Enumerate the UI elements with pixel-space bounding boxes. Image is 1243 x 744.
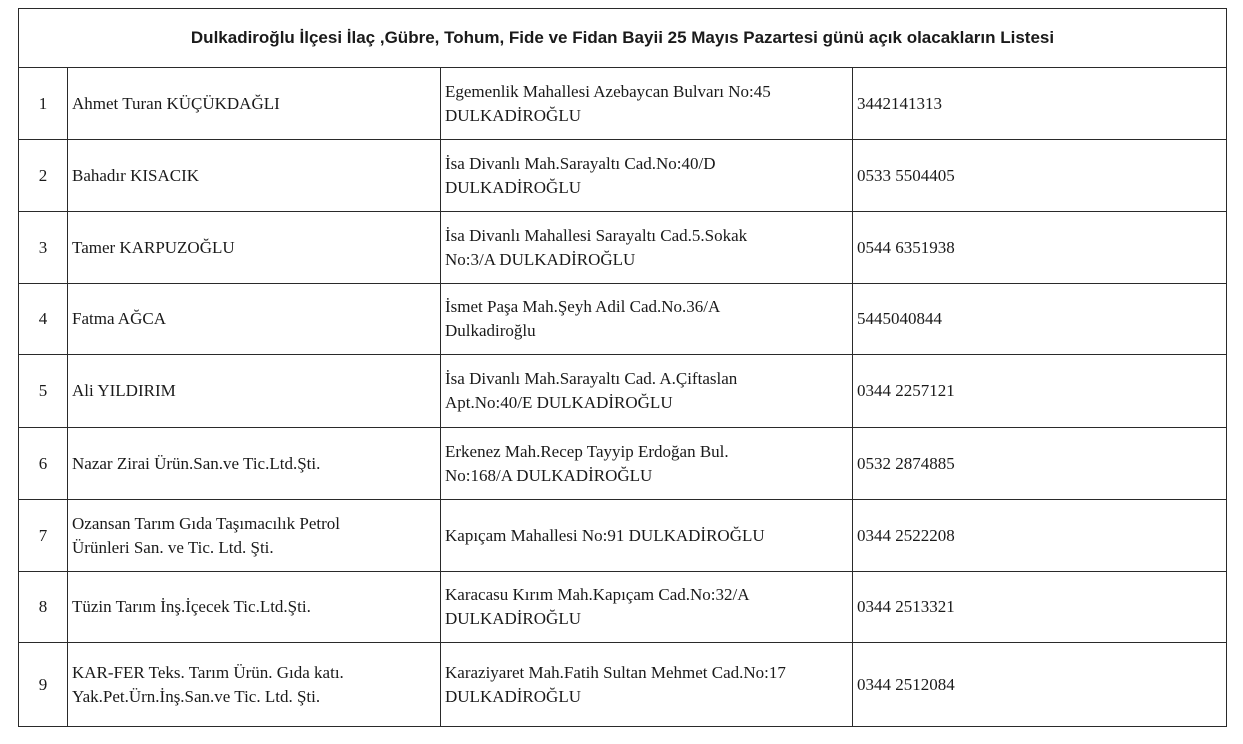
dealer-address: Erkenez Mah.Recep Tayyip Erdoğan Bul. [445,441,729,461]
dealer-phone: 0344 2513321 [853,572,1227,643]
dealer-phone: 0533 5504405 [853,140,1227,212]
dealer-name: KAR-FER Teks. Tarım Ürün. Gıda katı. [72,662,344,682]
dealer-address: DULKADİROĞLU [445,686,581,706]
dealer-name: Fatma AĞCA [72,309,166,328]
row-number: 6 [19,428,68,500]
dealer-address: No:3/A DULKADİROĞLU [445,249,636,269]
row-number: 4 [19,284,68,355]
dealer-address: İsa Divanlı Mah.Sarayaltı Cad. A.Çiftaslan [445,369,738,388]
dealer-name: Tüzin Tarım İnş.İçecek Tic.Ltd.Şti. [72,597,311,616]
row-number: 9 [19,643,68,727]
dealer-name: Yak.Pet.Ürn.İnş.San.ve Tic. Ltd. Şti. [72,686,321,706]
dealer-address: Apt.No:40/E DULKADİROĞLU [445,393,673,412]
row-number: 8 [19,572,68,643]
table-row [19,355,1227,428]
dealer-name: Nazar Zirai Ürün.San.ve Tic.Ltd.Şti. [72,453,321,473]
table-row [19,428,1227,500]
dealer-name-cell [68,140,441,212]
dealer-name-cell [68,643,441,727]
dealer-address-cell [441,428,853,500]
dealer-address-cell [441,212,853,284]
dealer-address: Karacasu Kırım Mah.Kapıçam Cad.No:32/A [445,585,750,604]
dealer-phone: 0344 2257121 [853,355,1227,428]
dealer-name-cell [68,284,441,355]
table-title: Dulkadiroğlu İlçesi İlaç ,Gübre, Tohum, Fide ve Fidan Bayii 25 Mayıs Pazartesi günü açık olacakların Listesi [19,9,1227,68]
dealer-address: İsa Divanlı Mah.Sarayaltı Cad.No:40/D [445,153,716,173]
dealer-address: DULKADİROĞLU [445,177,581,197]
dealer-name-cell [68,500,441,572]
dealer-name-cell [68,572,441,643]
dealer-name-cell [68,428,441,500]
dealer-address: DULKADİROĞLU [445,609,581,628]
dealer-phone: 0344 2512084 [853,643,1227,727]
dealer-name: Tamer KARPUZOĞLU [72,237,235,257]
dealer-address: İsa Divanlı Mahallesi Sarayaltı Cad.5.Sokak [445,225,748,245]
dealer-name: Bahadır KISACIK [72,165,200,185]
dealer-name-cell [68,68,441,140]
table-row [19,212,1227,284]
dealer-address-cell [441,284,853,355]
title-row [19,9,1227,68]
dealer-address-cell [441,140,853,212]
dealer-name: Ahmet Turan KÜÇÜKDAĞLI [72,93,280,113]
dealer-address: Kapıçam Mahallesi No:91 DULKADİROĞLU [445,525,765,545]
table-row [19,68,1227,140]
dealer-name: Ürünleri San. ve Tic. Ltd. Şti. [72,537,274,557]
dealer-name: Ozansan Tarım Gıda Taşımacılık Petrol [72,513,340,533]
dealer-address-cell [441,68,853,140]
dealer-phone: 0544 6351938 [853,212,1227,284]
table-row [19,572,1227,643]
row-number: 1 [19,68,68,140]
dealer-list-table [18,8,1227,727]
table-row [19,643,1227,727]
row-number: 7 [19,500,68,572]
dealer-address-cell [441,643,853,727]
table-row [19,284,1227,355]
table-row [19,140,1227,212]
dealer-address-cell [441,355,853,428]
dealer-address: DULKADİROĞLU [445,105,581,125]
dealer-phone: 5445040844 [853,284,1227,355]
row-number: 5 [19,355,68,428]
dealer-address-cell [441,572,853,643]
dealer-phone: 3442141313 [853,68,1227,140]
dealer-name-cell [68,355,441,428]
table-row [19,500,1227,572]
dealer-phone: 0532 2874885 [853,428,1227,500]
dealer-name-cell [68,212,441,284]
row-number: 3 [19,212,68,284]
dealer-address: Dulkadiroğlu [445,321,536,340]
dealer-address-cell [441,500,853,572]
dealer-phone: 0344 2522208 [853,500,1227,572]
dealer-address: Egemenlik Mahallesi Azebaycan Bulvarı No:45 [445,81,771,101]
row-number: 2 [19,140,68,212]
dealer-address: İsmet Paşa Mah.Şeyh Adil Cad.No.36/A [445,297,721,316]
dealer-address: Karaziyaret Mah.Fatih Sultan Mehmet Cad.No:17 [445,662,786,682]
dealer-address: No:168/A DULKADİROĞLU [445,465,653,485]
dealer-name: Ali YILDIRIM [72,381,176,400]
